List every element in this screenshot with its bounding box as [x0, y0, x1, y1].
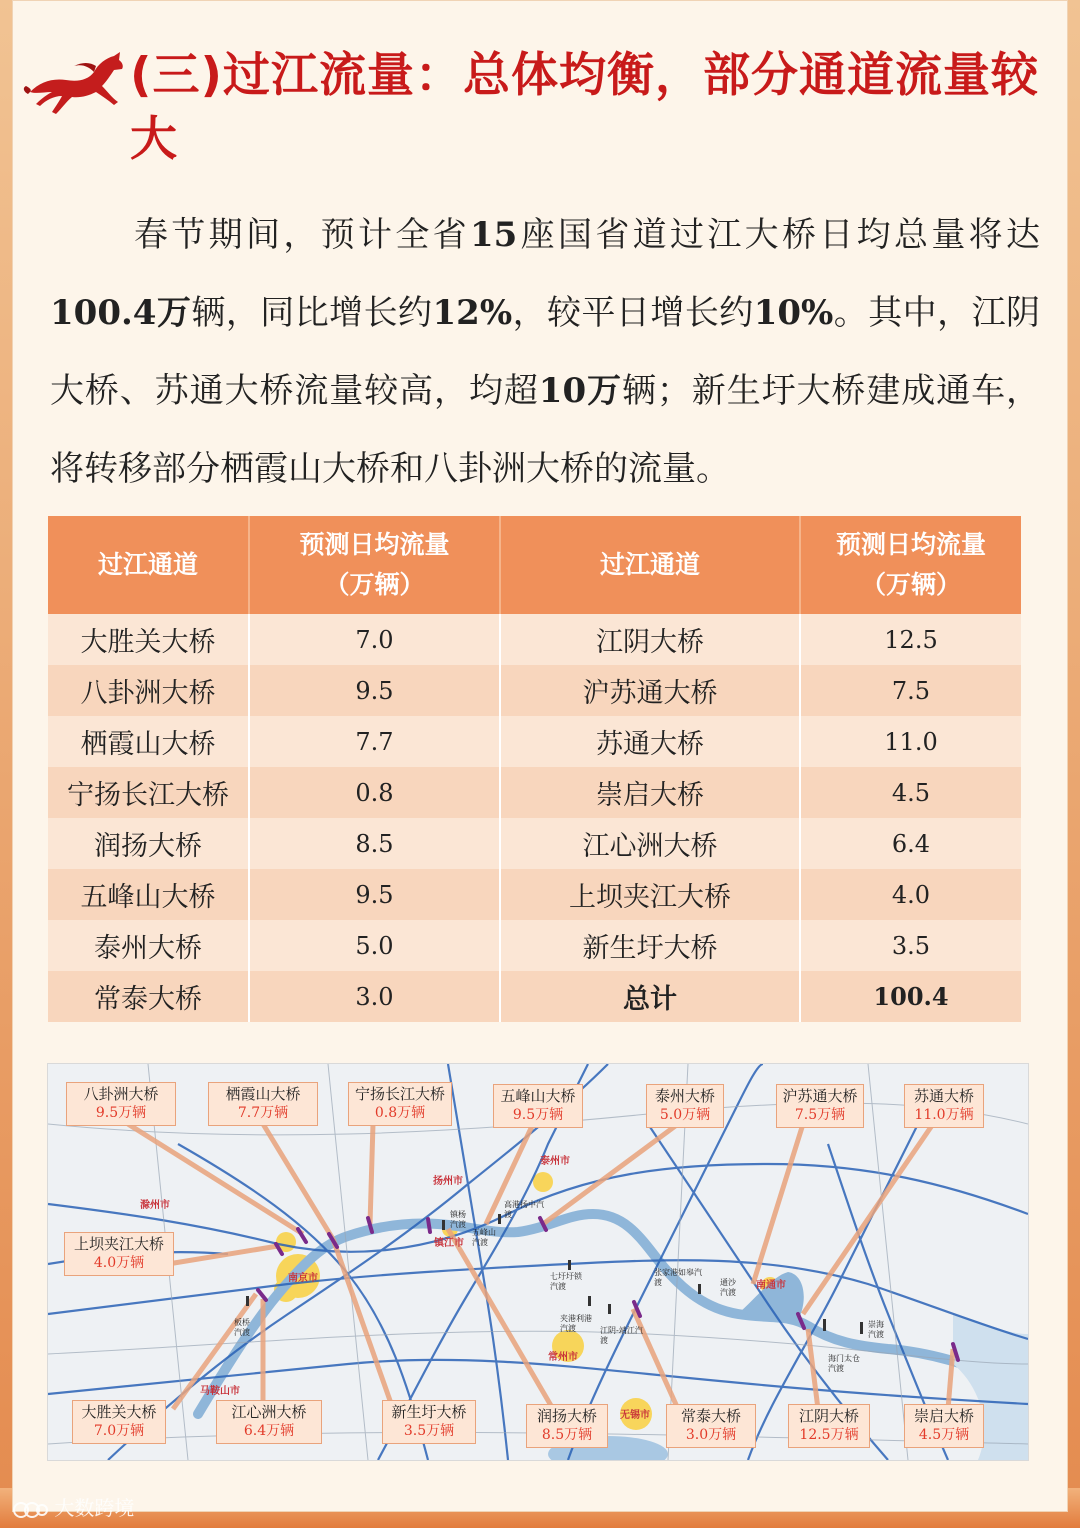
bridge-name: 五峰山大桥: [48, 869, 249, 920]
table-row: [48, 716, 1021, 767]
ferry-label: 高港扬中汽渡: [504, 1200, 544, 1219]
bridge-tag: [776, 1084, 864, 1128]
tag-flow: 7.7万辆: [237, 1105, 289, 1121]
tag-bridge-name: 江阴大桥: [798, 1407, 859, 1425]
tag-flow: 0.8万辆: [374, 1105, 426, 1121]
section-title: (三)过江流量：总体均衡，部分通道流量较大: [130, 48, 1039, 167]
table-row: [48, 818, 1021, 869]
watermark: [12, 1492, 134, 1520]
bridge-tag: [904, 1084, 984, 1128]
bridge-tag: [64, 1232, 174, 1276]
tag-flow: 4.5万辆: [918, 1427, 970, 1443]
bridge-name: 泰州大桥: [48, 920, 249, 971]
tag-flow: 7.0万辆: [93, 1423, 145, 1439]
bridge-location-map: [48, 1064, 1028, 1460]
table-row: [48, 869, 1021, 920]
bridge-name: 上坝夹江大桥: [500, 869, 800, 920]
flow-value: 11.0: [800, 716, 1021, 767]
ferry-label: 七圩圩锁汽渡: [550, 1272, 582, 1291]
table-row: [48, 920, 1021, 971]
city-label: 南京市: [288, 1273, 318, 1284]
watermark-text: 大数跨境: [54, 1496, 135, 1520]
city-label: 无锡市: [620, 1410, 650, 1421]
tag-flow: 8.5万辆: [541, 1427, 593, 1443]
bridge-tag: [666, 1404, 756, 1448]
table-row: [48, 971, 1021, 1022]
flow-value: 4.0: [800, 869, 1021, 920]
tag-flow: 3.5万辆: [403, 1423, 455, 1439]
total-value: 100.4: [800, 971, 1021, 1022]
bridge-tag: [646, 1084, 724, 1128]
city-label: 镇江市: [434, 1238, 464, 1249]
ferry-label: 镇杨汽渡: [450, 1210, 466, 1229]
table-row: [48, 767, 1021, 818]
bridge-tag: [72, 1400, 166, 1444]
flow-value: 8.5: [249, 818, 500, 869]
flow-value: 3.0: [249, 971, 500, 1022]
tag-bridge-name: 新生圩大桥: [391, 1403, 467, 1421]
ferry-label: 江阴-靖江汽渡: [600, 1326, 643, 1345]
bridge-name: 润扬大桥: [48, 818, 249, 869]
tag-bridge-name: 崇启大桥: [913, 1407, 974, 1425]
ferry-label: 崇海汽渡: [868, 1320, 884, 1339]
tag-flow: 12.5万辆: [799, 1427, 859, 1443]
tag-bridge-name: 苏通大桥: [913, 1087, 974, 1105]
tag-flow: 11.0万辆: [914, 1107, 974, 1123]
bridge-flow-table: [48, 516, 1021, 1022]
tag-bridge-name: 上坝夹江大桥: [73, 1235, 164, 1253]
bridge-name: 沪苏通大桥: [500, 665, 800, 716]
bridge-tag: [208, 1082, 318, 1126]
column-header: 过江通道: [48, 516, 249, 614]
flow-value: 3.5: [800, 920, 1021, 971]
table-row: [48, 614, 1021, 665]
tag-flow: 9.5万辆: [512, 1107, 564, 1123]
bridge-tag: [904, 1404, 984, 1448]
flow-value: 7.5: [800, 665, 1021, 716]
tag-bridge-name: 常泰大桥: [680, 1407, 741, 1425]
tag-bridge-name: 润扬大桥: [536, 1407, 597, 1425]
tag-flow: 7.5万辆: [794, 1107, 846, 1123]
tag-bridge-name: 栖霞山大桥: [225, 1085, 301, 1103]
column-header: 预测日均流量 （万辆）: [800, 516, 1021, 614]
ferry-label: 板桥汽渡: [234, 1318, 250, 1337]
tag-flow: 5.0万辆: [659, 1107, 711, 1123]
bridge-name: 崇启大桥: [500, 767, 800, 818]
city-label: 马鞍山市: [200, 1386, 240, 1397]
city-label: 常州市: [548, 1352, 578, 1363]
bridge-name: 大胜关大桥: [48, 614, 249, 665]
tag-bridge-name: 八卦洲大桥: [83, 1085, 159, 1103]
bridge-tag: [216, 1400, 322, 1444]
city-label: 扬州市: [433, 1176, 463, 1187]
bridge-name: 江心洲大桥: [500, 818, 800, 869]
tag-bridge-name: 五峰山大桥: [500, 1087, 576, 1105]
right-border-decoration: [1066, 0, 1080, 1528]
ferry-label: 通沙汽渡: [720, 1278, 736, 1297]
bridge-tag: [526, 1404, 608, 1448]
flow-value: 7.7: [249, 716, 500, 767]
flow-value: 7.0: [249, 614, 500, 665]
column-header: 预测日均流量 （万辆）: [249, 516, 500, 614]
flow-value: 6.4: [800, 818, 1021, 869]
city-label: 南通市: [756, 1280, 786, 1291]
flow-value: 9.5: [249, 869, 500, 920]
bridge-tag: [382, 1400, 476, 1444]
bridge-name: 苏通大桥: [500, 716, 800, 767]
watermark-logo-icon: [12, 1500, 48, 1520]
bridge-name: 宁扬长江大桥: [48, 767, 249, 818]
flow-value: 12.5: [800, 614, 1021, 665]
column-header: 过江通道: [500, 516, 800, 614]
flow-value: 9.5: [249, 665, 500, 716]
bridge-tag: [348, 1082, 452, 1126]
bridge-tag: [788, 1404, 870, 1448]
bridge-name: 八卦洲大桥: [48, 665, 249, 716]
tag-bridge-name: 江心洲大桥: [231, 1403, 307, 1421]
bridge-tag: [66, 1082, 176, 1126]
table-header-row: [48, 516, 1021, 614]
tag-bridge-name: 泰州大桥: [654, 1087, 715, 1105]
tag-flow: 9.5万辆: [95, 1105, 147, 1121]
city-label: 滁州市: [140, 1200, 170, 1211]
ferry-label: 海门太仓汽渡: [828, 1354, 860, 1373]
total-label: 总计: [500, 971, 800, 1022]
flow-value: 5.0: [249, 920, 500, 971]
ferry-label: 夹港利港汽渡: [560, 1314, 592, 1333]
city-label: 泰州市: [540, 1156, 570, 1167]
tag-bridge-name: 大胜关大桥: [81, 1403, 157, 1421]
tag-bridge-name: 沪苏通大桥: [782, 1087, 858, 1105]
tag-flow: 3.0万辆: [685, 1427, 737, 1443]
flow-value: 0.8: [249, 767, 500, 818]
table-row: [48, 665, 1021, 716]
tag-flow: 6.4万辆: [243, 1423, 295, 1439]
bridge-name: 常泰大桥: [48, 971, 249, 1022]
ferry-label: 五峰山汽渡: [472, 1228, 496, 1247]
tag-bridge-name: 宁扬长江大桥: [354, 1085, 445, 1103]
bridge-tag: [493, 1084, 583, 1128]
ferry-label: 张家港如皋汽渡: [654, 1268, 702, 1287]
flow-value: 4.5: [800, 767, 1021, 818]
tag-flow: 4.0万辆: [93, 1255, 145, 1271]
bridge-name: 新生圩大桥: [500, 920, 800, 971]
bridge-name: 栖霞山大桥: [48, 716, 249, 767]
intro-paragraph: 春节期间，预计全省15座国省道过江大桥日均总量将达100.4万辆，同比增长约12%，较平日增长约10%。其中，江阴大桥、苏通大桥流量较高，均超10万辆；新生圩大桥建成通车，将转移部分栖霞山大桥和八卦洲大桥的流量。: [50, 215, 1041, 489]
bridge-name: 江阴大桥: [500, 614, 800, 665]
horse-icon: [22, 42, 130, 120]
